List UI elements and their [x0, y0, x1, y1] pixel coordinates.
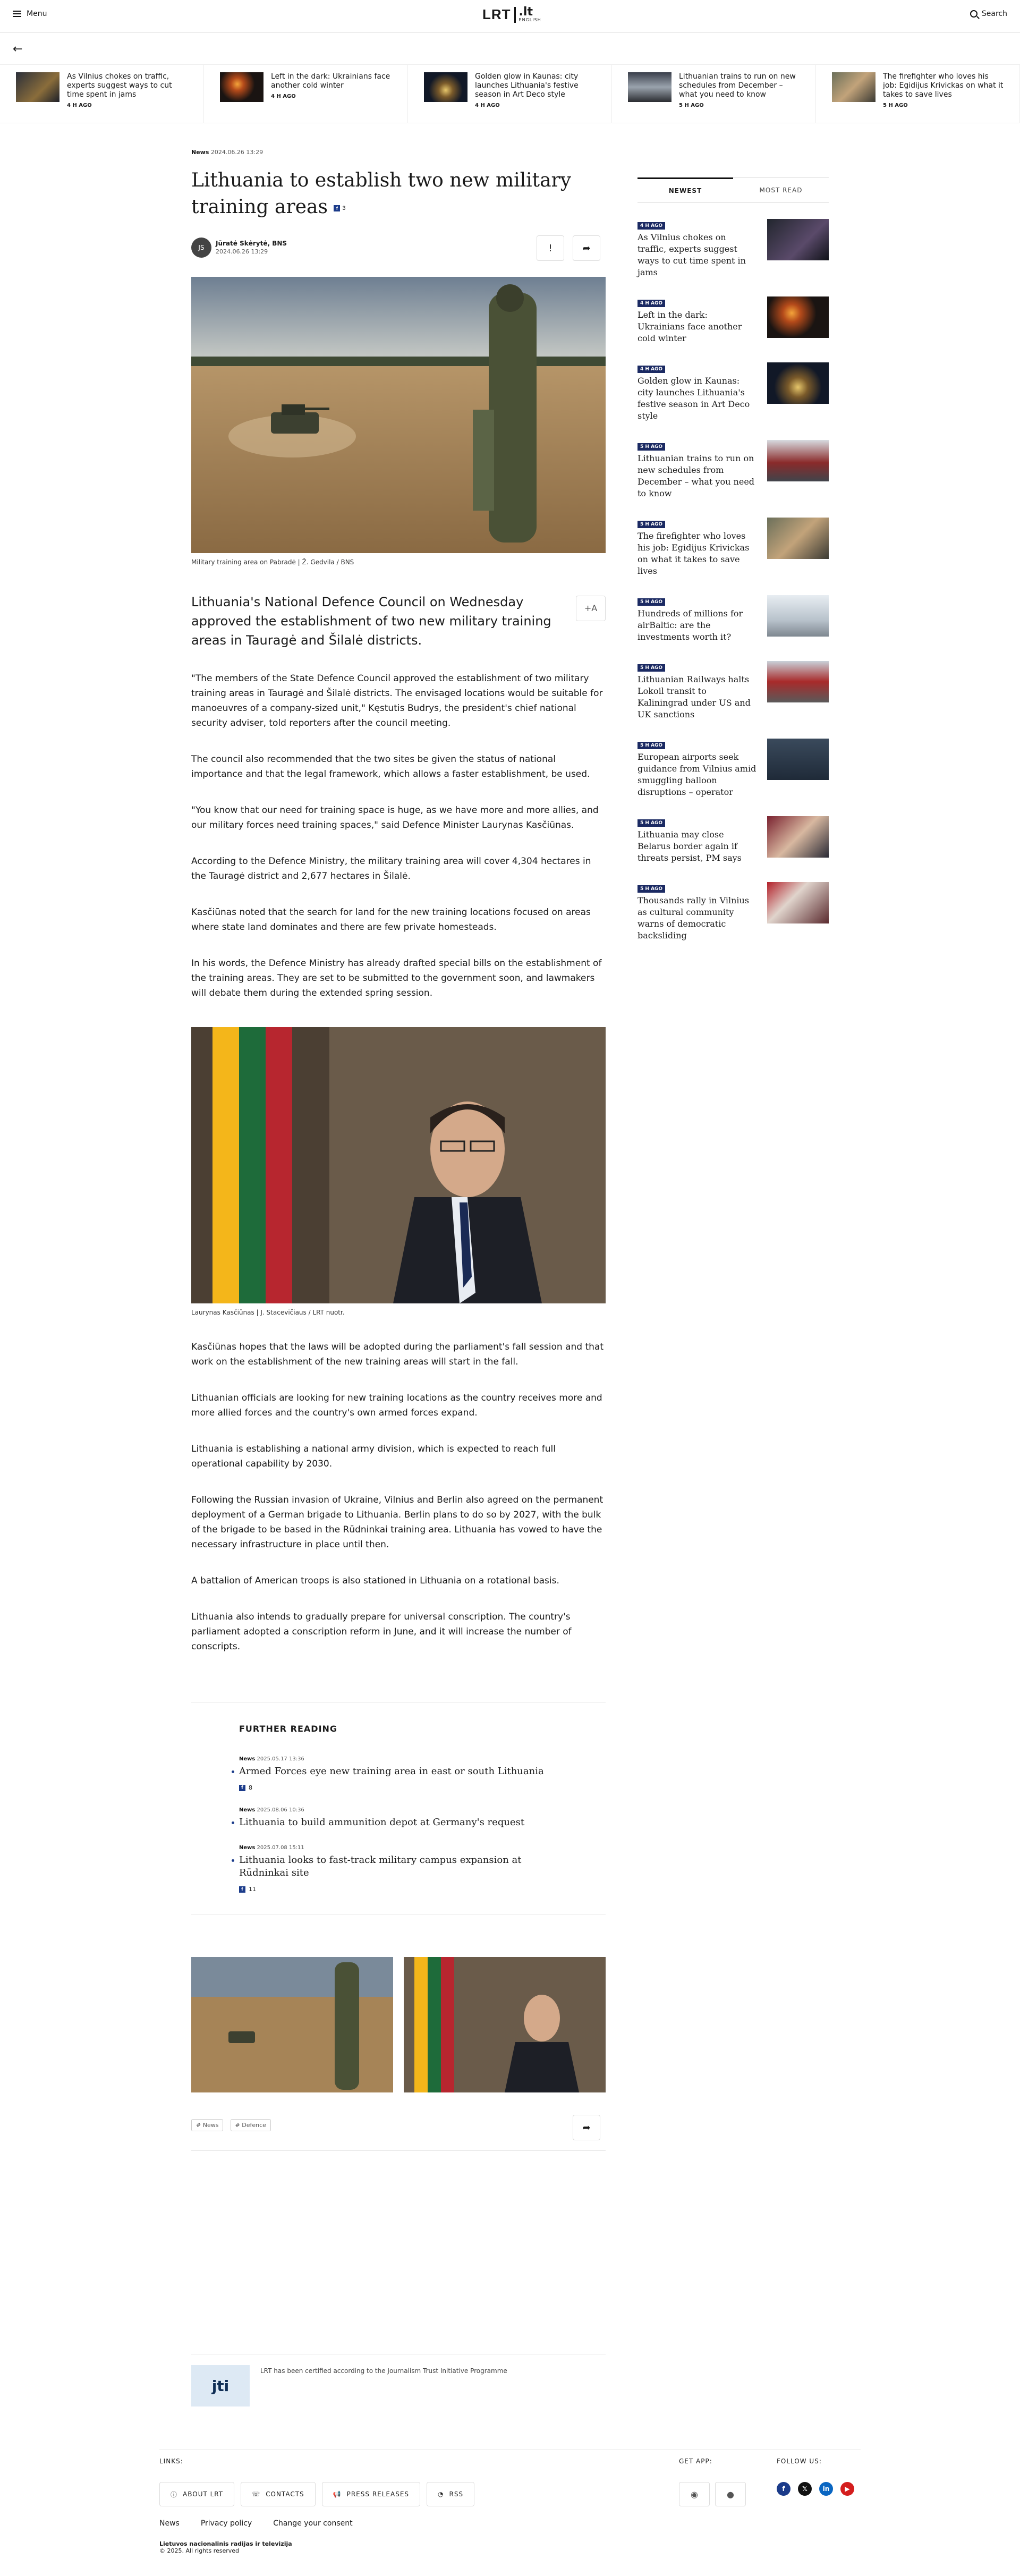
- ticker-title: As Vilnius chokes on traffic, experts suggest ways to cut time spent in jams: [67, 72, 172, 99]
- fr-fb-count: 11: [249, 1886, 256, 1893]
- logo-main: LRT: [482, 6, 511, 22]
- footer-consent-link[interactable]: Change your consent: [273, 2519, 353, 2528]
- further-reading-heading: FURTHER READING: [239, 1724, 338, 1734]
- search-label: Search: [981, 10, 1007, 18]
- tags-row: [191, 2119, 606, 2151]
- ticker-thumbnail: [832, 72, 876, 102]
- ticker-thumbnail: [424, 72, 468, 102]
- article-date: 2024.06.26 13:29: [210, 149, 264, 156]
- ticker-time: 4 H AGO: [475, 103, 500, 108]
- article-paragraph: Kasčiūnas noted that the search for land for the new training locations focused on areas where state land dominates and there are few private homesteads.: [191, 907, 591, 933]
- sidebar-thumbnail: [767, 219, 829, 260]
- sidebar-news-title[interactable]: European airports seek guidance from Vilnius amid smuggling balloon disruptions – operator: [638, 752, 756, 797]
- fr-fb-count: 8: [249, 1784, 252, 1791]
- sidebar: [638, 177, 829, 960]
- time-badge: 4 H AGO: [638, 366, 665, 373]
- logo-suffix: .lt: [518, 5, 533, 19]
- sidebar-tabs: [638, 177, 829, 203]
- sidebar-news-item[interactable]: [638, 661, 829, 721]
- article-meta: [191, 149, 606, 156]
- fr-title[interactable]: Lithuania looks to fast-track military campus expansion at Rūdninkai site: [239, 1854, 558, 1879]
- minister-portrait-image: [191, 1027, 606, 1303]
- article-paragraph: Following the Russian invasion of Ukraine, Vilnius and Berlin also agreed on the permanent deployment of a German brigade to Lithuania. Berlin plans to do so by 2027, with the bulk of the brigade to be based in the Rūdninkai training area. Lithuania has vowed to have the necessary infrastructure in place until then.: [191, 1495, 604, 1550]
- sidebar-thumbnail: [767, 518, 829, 559]
- footer-link-about[interactable]: [159, 2482, 234, 2506]
- info-icon: ⓘ: [171, 2490, 178, 2498]
- article-paragraph: "The members of the State Defence Council approved the establishment of two military training areas in Tauragė and Šilalė districts. The envisaged locations would be suitable for manoeuvres of a company-sized unit," Kęstutis Budrys, the president's chief national security adviser, told reporters after the council meeting.: [191, 673, 603, 728]
- ticker-item[interactable]: [816, 65, 1020, 123]
- article-paragraph: "You know that our need for training space is huge, as we have more and more allies, and our military forces need training spaces," said Defence Minister Laurynas Kasčiūnas.: [191, 805, 599, 831]
- gallery-minister-image: [404, 1957, 606, 2092]
- ticker-thumbnail: [628, 72, 672, 102]
- jti-logo: jti: [191, 2365, 250, 2406]
- sidebar-news-title[interactable]: Golden glow in Kaunas: city launches Lithuania's festive season in Art Deco style: [638, 376, 750, 421]
- photo-caption: Military training area on Pabradė | Ž. Gedvila / BNS: [191, 558, 354, 566]
- ticker-time: 5 H AGO: [883, 103, 908, 108]
- ticker-time: 4 H AGO: [67, 103, 92, 108]
- search-button[interactable]: [970, 10, 1007, 18]
- time-badge: 5 H AGO: [638, 443, 665, 451]
- facebook-icon: f: [239, 1886, 245, 1893]
- sidebar-news-title[interactable]: Lithuanian Railways halts Lokoil transit to Kaliningrad under US and UK sanctions: [638, 674, 751, 719]
- sidebar-news-item[interactable]: [638, 882, 829, 942]
- ticker-thumbnail: [220, 72, 264, 102]
- fr-date: 2025.08.06 10:36: [257, 1807, 304, 1813]
- further-reading: [191, 1702, 606, 1914]
- further-reading-item[interactable]: [239, 1756, 558, 1791]
- footer-social: [777, 2482, 854, 2496]
- linkedin-icon[interactable]: in: [819, 2482, 833, 2496]
- fr-date: 2025.05.17 13:36: [257, 1756, 304, 1762]
- youtube-icon[interactable]: ▶: [840, 2482, 854, 2496]
- article-second-photo: [191, 1027, 606, 1303]
- footer-links-label: LINKS:: [159, 2458, 183, 2465]
- apple-icon: ●: [727, 2489, 734, 2499]
- fr-category: News: [239, 1756, 256, 1762]
- photo-gallery: [191, 1957, 606, 2092]
- facebook-icon: f: [334, 205, 340, 211]
- sidebar-thumbnail: [767, 661, 829, 702]
- article-main-photo: [191, 277, 606, 553]
- sub-header: [0, 33, 1020, 65]
- fr-title[interactable]: Lithuania to build ammunition depot at Germany's request: [239, 1816, 558, 1829]
- article-title: [191, 167, 606, 222]
- logo-sub: ENGLISH: [518, 18, 541, 22]
- footer-news-link[interactable]: News: [159, 2519, 180, 2528]
- exclamation-icon: !: [548, 242, 552, 254]
- further-reading-item[interactable]: [239, 1807, 558, 1829]
- ticker-title: Lithuanian trains to run on new schedules from December – what you need to know: [679, 72, 796, 99]
- ticker-thumbnail: [16, 72, 60, 102]
- author-date: 2024.06.26 13:29: [216, 248, 268, 255]
- article-paragraph: According to the Defence Ministry, the military training area will cover 4,304 hectares in the Tauragė district and 2,677 hectares in Šilalė.: [191, 856, 591, 882]
- time-badge: 4 H AGO: [638, 300, 665, 307]
- ios-app-button[interactable]: [715, 2482, 746, 2506]
- time-badge: 5 H AGO: [638, 521, 665, 528]
- footer-link-label: CONTACTS: [266, 2490, 304, 2498]
- article-paragraph: In his words, the Defence Ministry has already drafted special bills on the establishment of the training areas. They are set to be submitted to the government soon, and lawmakers will debate them during the extended spring session.: [191, 958, 602, 998]
- fr-date: 2025.07.08 15:11: [257, 1845, 304, 1851]
- android-icon: ◉: [691, 2489, 698, 2499]
- article-lead-text: Lithuania's National Defence Council on Wednesday approved the establishment of two new military training areas in Tauragė and Šilalė districts.: [191, 595, 551, 648]
- menu-button[interactable]: [13, 10, 47, 18]
- footer-org: [159, 2540, 292, 2554]
- tag-news[interactable]: # News: [191, 2119, 223, 2131]
- sidebar-news-title[interactable]: As Vilnius chokes on traffic, experts suggest ways to cut time spent in jams: [638, 232, 746, 277]
- share-button[interactable]: [573, 235, 600, 261]
- phone-icon: ☏: [252, 2490, 261, 2498]
- hamburger-icon: [13, 11, 21, 17]
- megaphone-icon: 📢: [333, 2490, 342, 2498]
- sidebar-news-item[interactable]: [638, 518, 829, 577]
- sidebar-news-item[interactable]: [638, 595, 829, 643]
- sidebar-news-item[interactable]: [638, 816, 829, 864]
- news-ticker: [0, 65, 1020, 123]
- sidebar-news-title[interactable]: Left in the dark: Ukrainians face another cold winter: [638, 310, 742, 343]
- footer-follow-label: FOLLOW US:: [777, 2458, 822, 2465]
- ticker-time: 5 H AGO: [679, 103, 704, 108]
- sidebar-list: [638, 219, 829, 942]
- sidebar-thumbnail: [767, 739, 829, 780]
- sidebar-news-title[interactable]: Thousands rally in Vilnius as cultural community warns of democratic backsliding: [638, 895, 750, 940]
- fr-title[interactable]: Armed Forces eye new training area in east or south Lithuania: [239, 1765, 558, 1778]
- sidebar-thumbnail: [767, 595, 829, 637]
- search-icon: [970, 10, 978, 18]
- ticker-item[interactable]: [408, 65, 612, 123]
- time-badge: 5 H AGO: [638, 742, 665, 749]
- gallery-thumb[interactable]: [404, 1957, 606, 2092]
- lrt-logo[interactable]: [482, 6, 541, 23]
- sidebar-news-title[interactable]: Lithuania may close Belarus border again if threats persist, PM says: [638, 829, 742, 863]
- font-size-button[interactable]: +A: [576, 596, 606, 621]
- sidebar-thumbnail: [767, 882, 829, 923]
- article-paragraph: Lithuania also intends to gradually prepare for universal conscription. The country's parliament adopted a conscription reform in June, and it will increase the number of conscripts.: [191, 1612, 572, 1652]
- ticker-title: The firefighter who loves his job: Egidijus Krivickas on what it takes to save lives: [883, 72, 1004, 99]
- share-icon: ➦: [582, 242, 591, 254]
- report-button[interactable]: [537, 235, 564, 261]
- footer-link-label: RSS: [449, 2490, 464, 2498]
- tab-newest[interactable]: NEWEST: [638, 177, 733, 202]
- gallery-military-image: [191, 1957, 393, 2092]
- article-paragraph: Kasčiūnas hopes that the laws will be adopted during the parliament's fall session and that work on the establishment of the new training areas will start in the fall.: [191, 1342, 604, 1367]
- sidebar-news-item[interactable]: [638, 739, 829, 798]
- sidebar-thumbnail: [767, 816, 829, 858]
- sidebar-news-item[interactable]: [638, 362, 829, 422]
- sidebar-news-item[interactable]: [638, 440, 829, 499]
- ticker-time: 4 H AGO: [271, 94, 296, 99]
- sidebar-news-title[interactable]: The firefighter who loves his job: Egidijus Krivickas on what it takes to save lives: [638, 531, 750, 576]
- fr-category: News: [239, 1845, 256, 1851]
- footer-link-press[interactable]: [322, 2482, 420, 2506]
- facebook-icon[interactable]: f: [777, 2482, 790, 2496]
- article-lead: [191, 592, 606, 650]
- time-badge: 5 H AGO: [638, 664, 665, 672]
- tab-most-read[interactable]: MOST READ: [733, 177, 829, 202]
- share-icon: ➦: [582, 2122, 591, 2133]
- author-row: [191, 233, 606, 265]
- footer: [159, 2450, 861, 2566]
- sidebar-news-item[interactable]: [638, 219, 829, 278]
- footer-bottom-links: [159, 2519, 353, 2528]
- footer-apps: [679, 2482, 746, 2506]
- menu-label: Menu: [27, 10, 47, 18]
- sidebar-news-title[interactable]: Lithuanian trains to run on new schedules from December – what you need to know: [638, 453, 755, 498]
- facebook-count-value: 3: [342, 205, 346, 211]
- sidebar-thumbnail: [767, 440, 829, 481]
- time-badge: 5 H AGO: [638, 819, 665, 827]
- ticker-title: Golden glow in Kaunas: city launches Lithuania's festive season in Art Deco style: [475, 72, 579, 99]
- article-paragraph: A battalion of American troops is also stationed in Lithuania on a rotational basis.: [191, 1575, 559, 1586]
- time-badge: 5 H AGO: [638, 598, 665, 606]
- footer-apps-label: GET APP:: [679, 2458, 712, 2465]
- footer-link-label: PRESS RELEASES: [346, 2490, 410, 2498]
- author-name[interactable]: Jūratė Skėrytė, BNS: [216, 240, 287, 247]
- sidebar-news-title[interactable]: Hundreds of millions for airBaltic: are the investments worth it?: [638, 608, 743, 642]
- jti-text: LRT has been certified according to the Journalism Trust Initiative Programme: [260, 2367, 507, 2375]
- footer-link-label: ABOUT LRT: [183, 2490, 224, 2498]
- article: [191, 149, 606, 2151]
- ticker-item[interactable]: [612, 65, 816, 123]
- ticker-title: Left in the dark: Ukrainians face another cold winter: [271, 72, 390, 90]
- ticker-item[interactable]: [204, 65, 408, 123]
- android-app-button[interactable]: [679, 2482, 710, 2506]
- footer-link-contacts[interactable]: [241, 2482, 316, 2506]
- article-title-text: Lithuania to establish two new military training areas: [191, 170, 572, 218]
- article-category[interactable]: News: [191, 149, 209, 156]
- rss-icon: ◔: [438, 2490, 444, 2498]
- facebook-count: [334, 195, 345, 222]
- footer-privacy-link[interactable]: Privacy policy: [200, 2519, 252, 2528]
- photo-caption: Laurynas Kasčiūnas | J. Stacevičiaus / LRT nuotr.: [191, 1309, 345, 1316]
- article-paragraph: Lithuania is establishing a national army division, which is expected to reach full operational capability by 2030.: [191, 1444, 556, 1469]
- back-arrow-icon[interactable]: ←: [13, 43, 23, 56]
- time-badge: 4 H AGO: [638, 222, 665, 230]
- jti-certification: [191, 2354, 606, 2402]
- article-paragraph: The council also recommended that the two sites be given the status of national importance and that the legal framework, which allows a faster establishment, be used.: [191, 754, 590, 779]
- article-paragraph: Lithuanian officials are looking for new training locations as the country receives more and more allied forces and the country's own armed forces expand.: [191, 1393, 602, 1418]
- military-training-image: [191, 277, 606, 553]
- sidebar-thumbnail: [767, 362, 829, 404]
- facebook-icon: f: [239, 1785, 245, 1791]
- sidebar-news-item[interactable]: [638, 296, 829, 344]
- footer-copyright: © 2025. All rights reserved: [159, 2547, 240, 2554]
- top-header: [0, 0, 1020, 33]
- tag-defence[interactable]: # Defence: [231, 2119, 271, 2131]
- author-avatar: JS: [191, 238, 211, 258]
- x-icon[interactable]: 𝕏: [798, 2482, 812, 2496]
- share-button-bottom[interactable]: [573, 2115, 600, 2140]
- sidebar-thumbnail: [767, 296, 829, 338]
- footer-links: [159, 2482, 474, 2506]
- fr-category: News: [239, 1807, 256, 1813]
- time-badge: 5 H AGO: [638, 885, 665, 893]
- logo-divider: [514, 7, 516, 23]
- ticker-item[interactable]: [0, 65, 204, 123]
- footer-link-rss[interactable]: [427, 2482, 474, 2506]
- footer-org-name: Lietuvos nacionalinis radijas ir televizija: [159, 2540, 292, 2547]
- gallery-thumb[interactable]: [191, 1957, 393, 2092]
- further-reading-item[interactable]: [239, 1845, 558, 1893]
